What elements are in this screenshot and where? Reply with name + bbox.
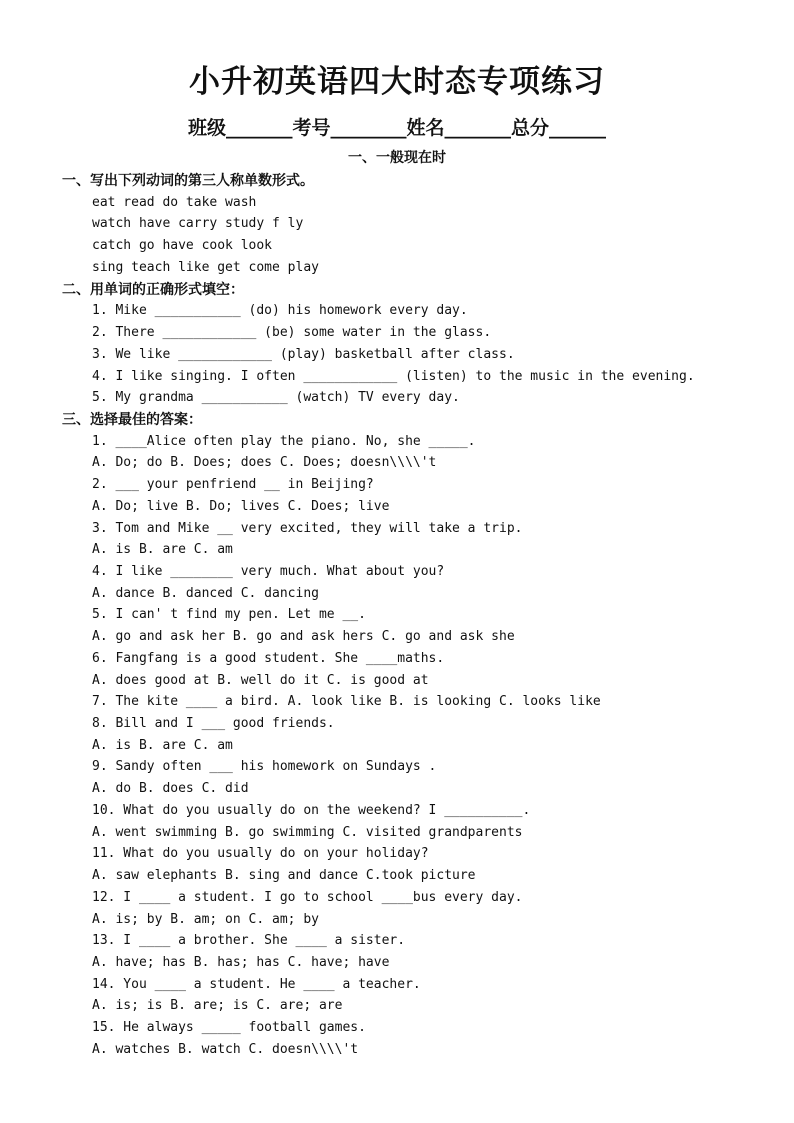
part3-line: 14. You ____ a student. He ____ a teacher. <box>92 976 421 992</box>
part3-line: 11. What do you usually do on your holiday? <box>92 846 429 862</box>
part3-line: A. have; has B. has; has C. have; have <box>92 954 390 970</box>
part3-heading: 三、选择最佳的答案： <box>62 411 202 428</box>
part3-line: 12. I ____ a student. I go to school ____bus every day. <box>92 889 523 905</box>
part3-line: A. is; by B. am; on C. am; by <box>92 911 319 927</box>
part3-line: A. go and ask her B. go and ask hers C. go and ask she <box>92 629 515 645</box>
part2-line: 2. There ____________ (be) some water in the glass. <box>92 325 492 340</box>
part2-line: 1. Mike ___________ (do) his homework every day. <box>92 303 468 319</box>
section-title: 一、一般现在时 <box>348 150 446 166</box>
part2-line: 4. I like singing. I often ____________ (listen) to the music in the evening. <box>92 368 695 384</box>
part3-line: 1. ____Alice often play the piano. No, she _____. <box>92 433 476 449</box>
part1-line: eat read do take wash <box>92 194 257 210</box>
part3-line: 15. He always _____ football games. <box>92 1020 366 1036</box>
part3-line: 9. Sandy often ___ his homework on Sundays . <box>92 759 437 775</box>
part3-line: 2. ___ your penfriend __ in Beijing? <box>92 477 374 493</box>
part3-line: A. do B. does C. did <box>92 781 249 797</box>
part3-line: A. went swimming B. go swimming C. visited grandparents <box>92 824 523 840</box>
part3-line: A. Do; live B. Do; lives C. Does; live <box>92 498 390 514</box>
part3-line: 10. What do you usually do on the weekend? I __________. <box>92 802 531 818</box>
part3-line: 8. Bill and I ___ good friends. <box>92 716 335 731</box>
part3-line: 7. The kite ____ a bird. A. look like B. is looking C. looks like <box>92 694 601 710</box>
part3-line: A. saw elephants B. sing and dance C.took picture <box>92 868 476 883</box>
part3-line: A. Do; do B. Does; does C. Does; doesn\\\\'t <box>92 455 437 471</box>
part3-line: A. dance B. danced C. dancing <box>92 585 319 601</box>
page-title: 小升初英语四大时态专项练习 <box>189 64 605 100</box>
part2-line: 3. We like ____________ (play) basketball after class. <box>92 346 515 362</box>
part1-line: watch have carry study f ly <box>92 216 304 232</box>
part3-line: A. is; is B. are; is C. are; are <box>92 998 343 1014</box>
part3-line: 5. I can' t find my pen. Let me __. <box>92 607 366 623</box>
part3-line: A. watches B. watch C. doesn\\\\'t <box>92 1041 359 1057</box>
part3-line: A. does good at B. well do it C. is good at <box>92 672 429 688</box>
part3-line: 6. Fangfang is a good student. She ____maths. <box>92 650 445 666</box>
part1-line: sing teach like get come play <box>92 259 319 275</box>
part3-line: A. is B. are C. am <box>92 542 233 558</box>
part1-line: catch go have cook look <box>92 238 273 254</box>
student-info-line: 班级_______考号________姓名_______总分______ <box>187 117 606 139</box>
part3-line: 3. Tom and Mike __ very excited, they will take a trip. <box>92 520 523 536</box>
part3-line: A. is B. are C. am <box>92 737 233 753</box>
part3-line: 13. I ____ a brother. She ____ a sister. <box>92 933 406 949</box>
part2-line: 5. My grandma ___________ (watch) TV every day. <box>92 390 460 406</box>
part3-line: 4. I like ________ very much. What about you? <box>92 564 445 579</box>
part2-heading: 二、用单词的正确形式填空： <box>62 281 244 298</box>
part1-heading: 一、写出下列动词的第三人称单数形式。 <box>62 173 314 189</box>
